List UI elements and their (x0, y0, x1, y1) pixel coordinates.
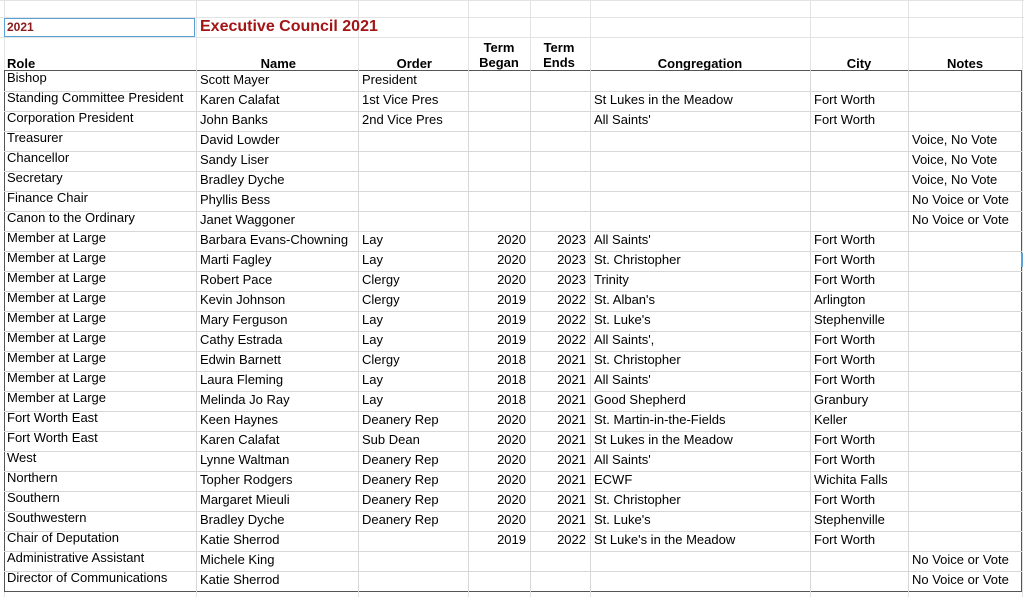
cell-role[interactable]: Member at Large (7, 310, 106, 325)
cell-notes[interactable]: No Voice or Vote (912, 552, 1009, 567)
column-divider (358, 70, 359, 592)
cell-city[interactable]: Fort Worth (814, 492, 876, 507)
cell-order[interactable]: Lay (362, 252, 383, 267)
cell-order[interactable]: Deanery Rep (362, 492, 439, 507)
cell-order[interactable]: Clergy (362, 352, 400, 367)
header-name[interactable]: Name (260, 56, 296, 71)
cell-role[interactable]: Fort Worth East (7, 410, 98, 425)
cell-name[interactable]: Edwin Barnett (200, 352, 281, 367)
cell-order[interactable]: President (362, 72, 417, 87)
cell-role[interactable]: Secretary (7, 170, 63, 185)
cell-congregation[interactable]: St. Martin-in-the-Fields (594, 412, 726, 427)
cell-city[interactable]: Fort Worth (814, 92, 876, 107)
cell-order[interactable]: Deanery Rep (362, 412, 439, 427)
cell-city[interactable]: Fort Worth (814, 532, 876, 547)
cell-began[interactable]: 2020 (497, 472, 526, 487)
cell-name[interactable]: Margaret Mieuli (200, 492, 290, 507)
cell-began[interactable]: 2018 (497, 372, 526, 387)
cell-ends[interactable]: 2021 (557, 352, 586, 367)
column-divider (468, 70, 469, 592)
cell-began[interactable]: 2020 (497, 432, 526, 447)
header-term-ends[interactable] (530, 40, 588, 70)
cell-name[interactable]: Robert Pace (200, 272, 273, 287)
cell-order[interactable]: Deanery Rep (362, 472, 439, 487)
cell-congregation[interactable]: ECWF (594, 472, 633, 487)
cell-began[interactable]: 2018 (497, 392, 526, 407)
cell-city[interactable]: Fort Worth (814, 112, 876, 127)
cell-ends[interactable]: 2023 (557, 272, 586, 287)
cell-role[interactable]: Southern (7, 490, 60, 505)
grid-vline (1022, 0, 1023, 597)
cell-ends[interactable]: 2022 (557, 312, 586, 327)
cell-name[interactable]: Bradley Dyche (200, 512, 285, 527)
year-cell[interactable]: 2021 (7, 20, 34, 34)
cell-role[interactable]: Bishop (7, 70, 47, 85)
cell-role[interactable]: Member at Large (7, 270, 106, 285)
grid-hline (0, 0, 1024, 1)
cell-congregation[interactable]: All Saints' (594, 112, 651, 127)
cell-congregation[interactable]: Good Shepherd (594, 392, 686, 407)
cell-name[interactable]: Topher Rodgers (200, 472, 293, 487)
cell-city[interactable]: Fort Worth (814, 232, 876, 247)
cell-order[interactable]: Lay (362, 392, 383, 407)
cell-ends[interactable]: 2022 (557, 332, 586, 347)
cell-began[interactable]: 2019 (497, 292, 526, 307)
cell-name[interactable]: Keen Haynes (200, 412, 279, 427)
column-divider (196, 70, 197, 592)
cell-name[interactable]: Katie Sherrod (200, 572, 280, 587)
cell-role[interactable]: Member at Large (7, 390, 106, 405)
cell-order[interactable]: 2nd Vice Pres (362, 112, 443, 127)
cell-began[interactable]: 2020 (497, 512, 526, 527)
header-term-began-line2: Began (479, 55, 519, 70)
cell-began[interactable]: 2019 (497, 332, 526, 347)
cell-ends[interactable]: 2021 (557, 452, 586, 467)
cell-city[interactable]: Fort Worth (814, 452, 876, 467)
cell-congregation[interactable]: St. Christopher (594, 252, 681, 267)
column-divider (590, 70, 591, 592)
cell-city[interactable]: Fort Worth (814, 372, 876, 387)
cell-name[interactable]: Melinda Jo Ray (200, 392, 290, 407)
cell-name[interactable]: Karen Calafat (200, 92, 280, 107)
cell-name[interactable]: Sandy Liser (200, 152, 269, 167)
cell-role[interactable]: Southwestern (7, 510, 87, 525)
cell-notes[interactable]: Voice, No Vote (912, 132, 998, 147)
cell-role[interactable]: Member at Large (7, 250, 106, 265)
cell-order[interactable]: Deanery Rep (362, 512, 439, 527)
cell-began[interactable]: 2020 (497, 452, 526, 467)
cell-ends[interactable]: 2022 (557, 292, 586, 307)
column-divider (908, 70, 909, 592)
cell-name[interactable]: Scott Mayer (200, 72, 270, 87)
column-resize-marker[interactable] (1021, 253, 1023, 267)
cell-name[interactable]: John Banks (200, 112, 268, 127)
cell-order[interactable]: 1st Vice Pres (362, 92, 439, 107)
header-term-ends-line2: Ends (543, 55, 575, 70)
cell-ends[interactable]: 2023 (557, 252, 586, 267)
cell-ends[interactable]: 2021 (557, 472, 586, 487)
cell-notes[interactable]: No Voice or Vote (912, 572, 1009, 587)
cell-name[interactable]: Katie Sherrod (200, 532, 280, 547)
cell-name[interactable]: David Lowder (200, 132, 280, 147)
cell-congregation[interactable]: All Saints', (594, 332, 655, 347)
cell-role[interactable]: Northern (7, 470, 58, 485)
cell-ends[interactable]: 2021 (557, 392, 586, 407)
cell-role[interactable]: Finance Chair (7, 190, 88, 205)
cell-congregation[interactable]: All Saints' (594, 372, 651, 387)
cell-name[interactable]: Bradley Dyche (200, 172, 285, 187)
cell-began[interactable]: 2018 (497, 352, 526, 367)
cell-role[interactable]: Member at Large (7, 370, 106, 385)
cell-name[interactable]: Kevin Johnson (200, 292, 286, 307)
cell-ends[interactable]: 2021 (557, 432, 586, 447)
header-city[interactable]: City (846, 56, 872, 71)
cell-notes[interactable]: Voice, No Vote (912, 152, 998, 167)
cell-city[interactable]: Fort Worth (814, 272, 876, 287)
header-congregation[interactable]: Congregation (657, 56, 743, 71)
page-title[interactable]: Executive Council 2021 (200, 18, 378, 35)
cell-congregation[interactable]: St Lukes in the Meadow (594, 92, 733, 107)
cell-name[interactable]: Lynne Waltman (200, 452, 290, 467)
cell-name[interactable]: Janet Waggoner (200, 212, 295, 227)
cell-role[interactable]: Director of Communications (7, 570, 168, 585)
cell-role[interactable]: Member at Large (7, 230, 106, 245)
cell-order[interactable]: Lay (362, 372, 383, 387)
cell-notes[interactable]: No Voice or Vote (912, 192, 1009, 207)
cell-ends[interactable]: 2023 (557, 232, 586, 247)
header-term-ends-line1: Term (543, 40, 575, 55)
cell-congregation[interactable]: Trinity (594, 272, 629, 287)
cell-notes[interactable]: No Voice or Vote (912, 212, 1009, 227)
cell-role[interactable]: Canon to the Ordinary (7, 210, 135, 225)
header-term-began[interactable] (470, 40, 528, 70)
cell-ends[interactable]: 2022 (557, 532, 586, 547)
header-role[interactable]: Role (7, 56, 36, 71)
cell-role[interactable]: Member at Large (7, 350, 106, 365)
cell-city[interactable]: Wichita Falls (814, 472, 888, 487)
header-term-began-line1: Term (483, 40, 515, 55)
cell-notes[interactable]: Voice, No Vote (912, 172, 998, 187)
cell-began[interactable]: 2020 (497, 272, 526, 287)
cell-began[interactable]: 2020 (497, 412, 526, 427)
cell-congregation[interactable]: All Saints' (594, 452, 651, 467)
cell-city[interactable]: Fort Worth (814, 332, 876, 347)
cell-city[interactable]: Granbury (814, 392, 869, 407)
cell-name[interactable]: Cathy Estrada (200, 332, 283, 347)
cell-began[interactable]: 2019 (497, 532, 526, 547)
cell-order[interactable]: Deanery Rep (362, 452, 439, 467)
cell-congregation[interactable]: St. Christopher (594, 352, 681, 367)
cell-name[interactable]: Mary Ferguson (200, 312, 288, 327)
cell-name[interactable]: Laura Fleming (200, 372, 284, 387)
cell-role[interactable]: West (7, 450, 37, 465)
cell-city[interactable]: Fort Worth (814, 352, 876, 367)
cell-congregation[interactable]: St. Alban's (594, 292, 656, 307)
cell-congregation[interactable]: All Saints' (594, 232, 651, 247)
cell-name[interactable]: Michele King (200, 552, 275, 567)
cell-congregation[interactable]: St Luke's in the Meadow (594, 532, 736, 547)
cell-congregation[interactable]: St Lukes in the Meadow (594, 432, 733, 447)
cell-role[interactable]: Chancellor (7, 150, 70, 165)
grid-hline (0, 37, 1024, 38)
cell-role[interactable]: Standing Committee President (7, 90, 184, 105)
cell-city[interactable]: Arlington (814, 292, 866, 307)
cell-city[interactable]: Stephenville (814, 312, 885, 327)
cell-order[interactable]: Sub Dean (362, 432, 420, 447)
cell-role[interactable]: Corporation President (7, 110, 134, 125)
cell-began[interactable]: 2020 (497, 232, 526, 247)
cell-role[interactable]: Chair of Deputation (7, 530, 120, 545)
cell-name[interactable]: Phyllis Bess (200, 192, 271, 207)
cell-city[interactable]: Keller (814, 412, 848, 427)
cell-congregation[interactable]: St. Christopher (594, 492, 681, 507)
cell-city[interactable]: Stephenville (814, 512, 885, 527)
cell-name[interactable]: Barbara Evans-Chowning (200, 232, 349, 247)
cell-order[interactable]: Lay (362, 332, 383, 347)
cell-ends[interactable]: 2021 (557, 512, 586, 527)
cell-ends[interactable]: 2021 (557, 412, 586, 427)
cell-congregation[interactable]: St. Luke's (594, 512, 651, 527)
header-order[interactable]: Order (396, 56, 432, 71)
cell-role[interactable]: Member at Large (7, 330, 106, 345)
column-divider (810, 70, 811, 592)
cell-order[interactable]: Clergy (362, 292, 400, 307)
cell-city[interactable]: Fort Worth (814, 432, 876, 447)
cell-began[interactable]: 2020 (497, 252, 526, 267)
cell-began[interactable]: 2019 (497, 312, 526, 327)
cell-congregation[interactable]: St. Luke's (594, 312, 651, 327)
cell-ends[interactable]: 2021 (557, 372, 586, 387)
header-notes[interactable]: Notes (946, 56, 984, 71)
cell-role[interactable]: Treasurer (7, 130, 63, 145)
cell-ends[interactable]: 2021 (557, 492, 586, 507)
cell-role[interactable]: Administrative Assistant (7, 550, 145, 565)
cell-name[interactable]: Karen Calafat (200, 432, 280, 447)
cell-order[interactable]: Lay (362, 232, 383, 247)
cell-name[interactable]: Marti Fagley (200, 252, 272, 267)
cell-role[interactable]: Member at Large (7, 290, 106, 305)
cell-began[interactable]: 2020 (497, 492, 526, 507)
cell-city[interactable]: Fort Worth (814, 252, 876, 267)
cell-order[interactable]: Clergy (362, 272, 400, 287)
column-divider (530, 70, 531, 592)
cell-role[interactable]: Fort Worth East (7, 430, 98, 445)
cell-order[interactable]: Lay (362, 312, 383, 327)
